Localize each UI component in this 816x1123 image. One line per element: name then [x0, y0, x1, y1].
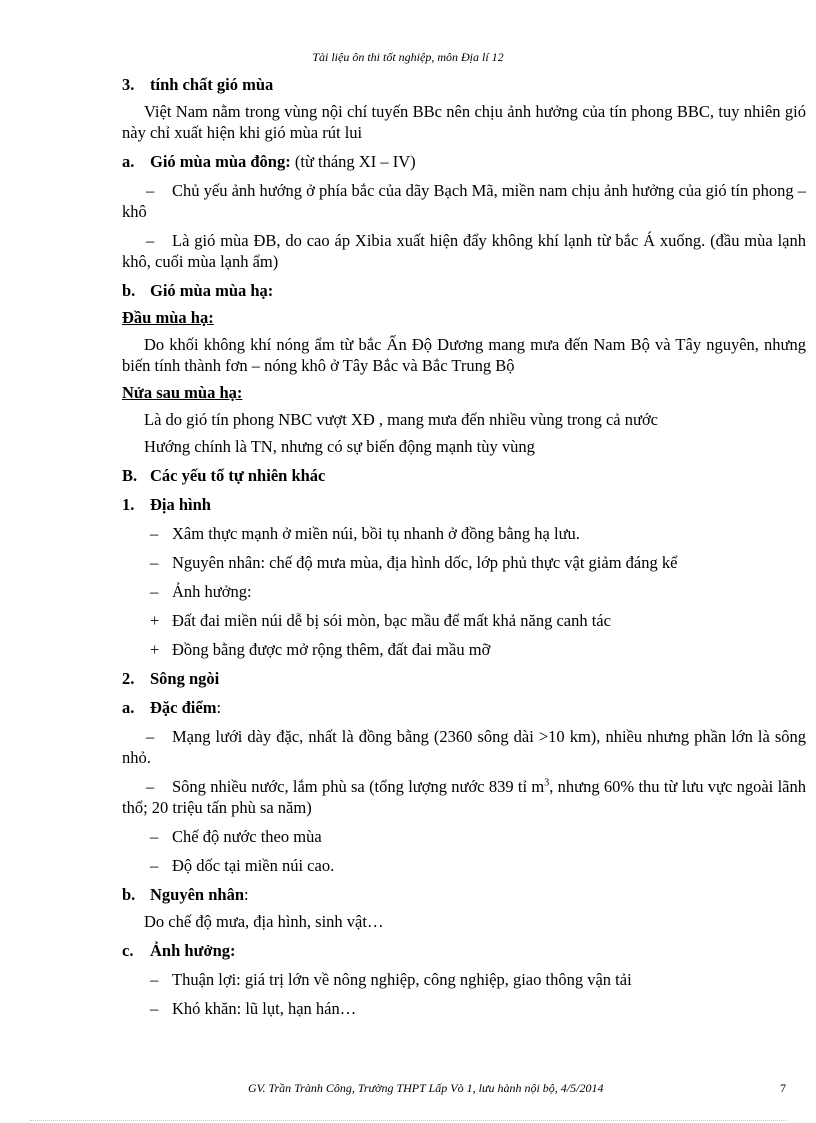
page-header: Tài liệu ôn thi tốt nghiệp, môn Địa lí 12: [312, 50, 504, 64]
subsection-title: Gió mùa mùa hạ:: [150, 281, 274, 300]
dash-bullet: –: [150, 827, 159, 846]
section-B-heading: [122, 465, 806, 486]
superscript: 3: [544, 777, 550, 789]
page-bottom-divider: [30, 1120, 786, 1121]
footer-text: GV. Trần Trành Công, Trường THPT Lấp Vò 1, lưu hành nội bộ, 4/5/2014: [248, 1081, 604, 1095]
subsection-letter: c.: [122, 941, 134, 960]
section-title: Sông ngòi: [150, 669, 220, 688]
section-title: Địa hình: [150, 495, 211, 514]
section-3-intro: Việt Nam nằm trong vùng nội chí tuyến BBc nên chịu ảnh hưởng của tín phong BBC, tuy nhiên gió này chỉ xuất hiện khi gió mùa rút lui: [122, 102, 806, 142]
section-letter: B.: [122, 466, 138, 485]
list-item: [122, 969, 806, 990]
late-summer-title: Nửa sau mùa hạ: [122, 383, 237, 402]
list-item-text: Độ dốc tại miền núi cao.: [172, 856, 335, 875]
list-item-text: Mạng lưới dày đặc, nhất là đồng bằng (2360 sông dài >10 km), nhiều nhưng phần lớn là sông nhỏ.: [122, 727, 806, 767]
terrain-heading: [122, 494, 806, 515]
dash-bullet: –: [150, 553, 159, 572]
list-item-text: Đất đai miền núi dễ bị sói mòn, bạc mầu để mất khả năng canh tác: [172, 611, 611, 630]
list-item: [122, 523, 806, 544]
document-body: [122, 74, 806, 1019]
subsection-letter: a.: [122, 698, 135, 717]
list-item-text: Khó khăn: lũ lụt, hạn hán…: [172, 999, 357, 1018]
list-item-text: Là gió mùa ĐB, do cao áp Xibia xuất hiện đẩy không khí lạnh từ bắc Á xuống. (đầu mùa lạnh khô, cuối mùa lạnh ẩm): [122, 231, 806, 271]
colon: :: [244, 885, 249, 904]
rivers-causes-heading: [122, 884, 806, 905]
list-item-text: Thuận lợi: giá trị lớn về nông nghiệp, công nghiệp, giao thông vận tải: [172, 970, 632, 989]
list-item-text: Sông nhiều nước, lắm phù sa (tổng lượng nước 839 tỉ m: [172, 777, 545, 796]
list-item: [122, 639, 806, 660]
dash-bullet: –: [146, 727, 155, 746]
dash-bullet: –: [150, 999, 159, 1018]
subsection-title: Ảnh hưởng:: [150, 941, 236, 960]
rivers-causes-text: Do chế độ mưa, địa hình, sinh vật…: [144, 912, 384, 931]
section-number: 2.: [122, 669, 135, 688]
rivers-heading: [122, 668, 806, 689]
subsection-letter: b.: [122, 281, 136, 300]
subsection-title: Gió mùa mùa đông:: [150, 152, 291, 171]
early-summer-text: Do khối không khí nóng ẩm từ bắc Ấn Độ Dương mang mưa đến Nam Bộ và Tây nguyên, nhưng biến tính thành fơn – nóng khô ở Tây Bắc và Bắc Trung Bộ: [122, 335, 806, 375]
subsection-title: Đặc điểm: [150, 698, 217, 717]
list-item-text: Chế độ nước theo mùa: [172, 827, 322, 846]
section-3-heading: [122, 74, 806, 95]
list-item: [122, 826, 806, 847]
dash-bullet: –: [146, 231, 155, 250]
subsection-letter: a.: [122, 152, 135, 171]
list-item: [122, 610, 806, 631]
rivers-features-heading: [122, 697, 806, 718]
list-item: [122, 581, 806, 602]
list-item: [122, 998, 806, 1019]
section-number: 3.: [122, 75, 135, 94]
subsection-title: Nguyên nhân: [150, 885, 244, 904]
dash-bullet: –: [146, 181, 155, 200]
subsection-note: (từ tháng XI – IV): [294, 152, 416, 171]
page-number: 7: [780, 1081, 786, 1095]
plus-bullet: +: [150, 640, 160, 659]
section-title: tính chất gió mùa: [150, 75, 274, 94]
section-title: Các yếu tố tự nhiên khác: [150, 466, 326, 485]
list-item-text: Chủ yếu ảnh hướng ở phía bắc của dãy Bạch Mã, miền nam chịu ảnh hưởng của gió tín phong – khô: [122, 181, 806, 221]
summer-monsoon-heading: [122, 280, 806, 301]
list-item-text: Nguyên nhân: chế độ mưa mùa, địa hình dốc, lớp phủ thực vật giảm đáng kể: [172, 553, 678, 572]
list-item-text: , nhưng 60% thu từ lưu vực ngoài lãnh thổ; 20 triệu tấn phù sa năm): [122, 777, 806, 817]
list-item-text: Xâm thực mạnh ở miền núi, bồi tụ nhanh ở đồng bằng hạ lưu.: [172, 524, 580, 543]
list-item: [122, 230, 806, 272]
list-item: [122, 855, 806, 876]
dash-bullet: –: [150, 970, 159, 989]
early-summer-heading: [122, 307, 806, 328]
plus-bullet: +: [150, 611, 160, 630]
late-summer-text-2: Hướng chính là TN, nhưng có sự biến động mạnh tùy vùng: [144, 437, 535, 456]
rivers-impact-heading: [122, 940, 806, 961]
dash-bullet: –: [150, 524, 159, 543]
list-item: [122, 726, 806, 768]
list-item: [122, 180, 806, 222]
colon: :: [216, 698, 222, 717]
subsection-letter: b.: [122, 885, 136, 904]
list-item: [122, 552, 806, 573]
early-summer-title: Đầu mùa hạ: [122, 308, 209, 327]
dash-bullet: –: [150, 856, 159, 875]
dash-bullet: –: [150, 582, 159, 601]
late-summer-heading: [122, 382, 806, 403]
colon: :: [208, 308, 214, 327]
dash-bullet: –: [146, 777, 155, 796]
winter-monsoon-heading: [122, 151, 806, 172]
list-item: [122, 776, 806, 818]
list-item-text: Đồng bằng được mở rộng thêm, đất đai mầu mỡ: [172, 640, 491, 659]
list-item-text: Ảnh hưởng:: [172, 582, 252, 601]
section-number: 1.: [122, 495, 135, 514]
late-summer-text-1: Là do gió tín phong NBC vượt XĐ , mang mưa đến nhiều vùng trong cả nước: [144, 410, 658, 429]
colon: :: [236, 383, 243, 402]
